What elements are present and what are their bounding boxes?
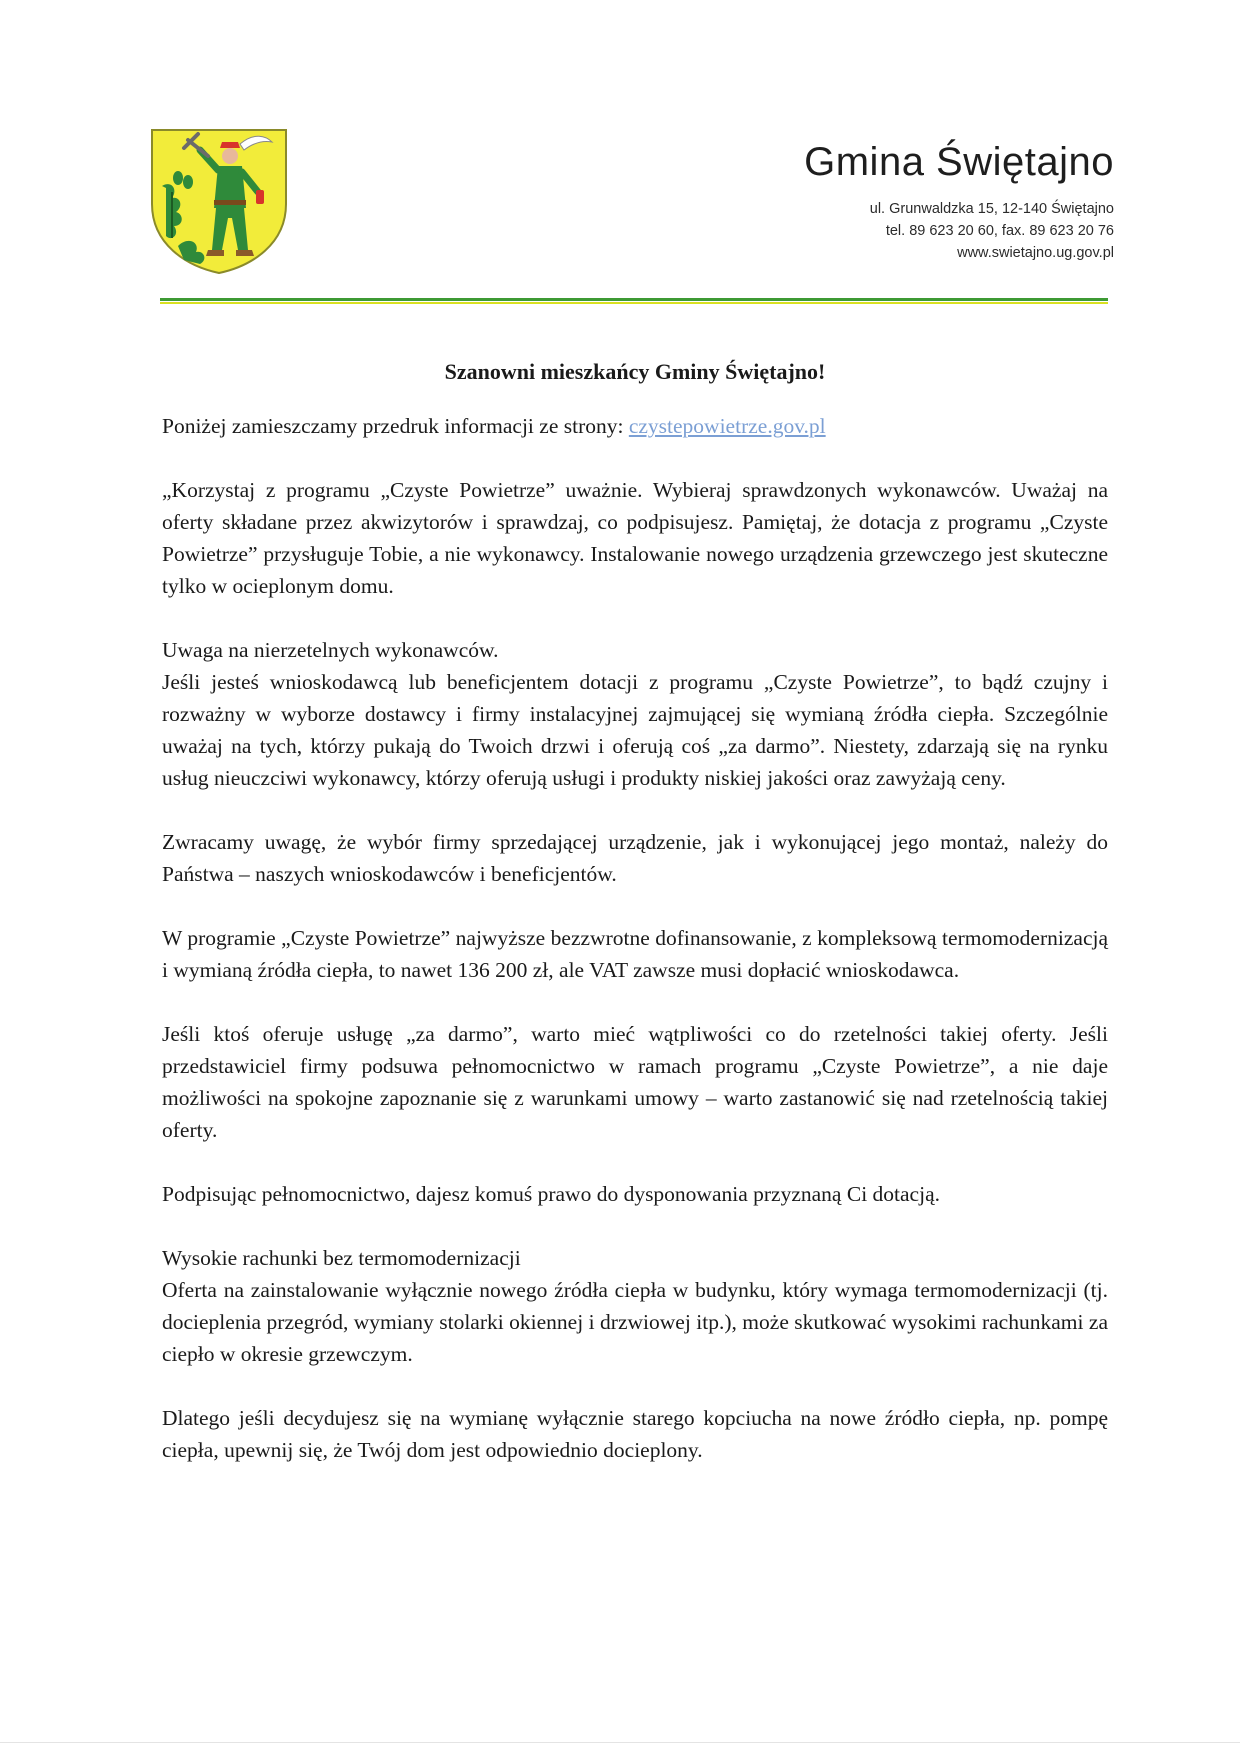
paragraph-7-heading: Wysokie rachunki bez termomodernizacji: [162, 1246, 521, 1270]
header-divider: [160, 298, 1108, 304]
paragraph-5: Jeśli ktoś oferuje usługę „za darmo”, warto mieć wątpliwości co do rzetelności takiej oferty. Jeśli przedstawiciel firmy podsuwa pełnomocnictwo w ramach programu „Czyste Powietrze”, a nie daje możliwości na spokojne zapoznanie się z warunkami umowy – warto zastanowić się nad rzetelnością takiej oferty.: [162, 1022, 1108, 1142]
letter-title: Szanowni mieszkańcy Gminy Świętajno!: [444, 359, 826, 384]
coat-of-arms-icon: [148, 126, 290, 276]
paragraph-3: Zwracamy uwagę, że wybór firmy sprzedającej urządzenie, jak i wykonującej jego montaż, należy do Państwa – naszych wnioskodawców i beneficjentów.: [162, 830, 1108, 886]
organization-name: Gmina Świętajno: [804, 140, 1114, 184]
paragraph-7: Oferta na zainstalowanie wyłącznie nowego źródła ciepła w budynku, który wymaga termomodernizacji (tj. docieplenia przegród, wymiany stolarki okiennej i drzwiowej itp.), może skutkować wysokimi rachunkami za ciepło w okresie grzewczym.: [162, 1278, 1108, 1366]
paragraph-8: Dlatego jeśli decydujesz się na wymianę wyłącznie starego kopciucha na nowe źródło ciepła, np. pompę ciepła, upewnij się, że Twój dom jest odpowiednio docieplony.: [162, 1406, 1108, 1462]
divider-yellow: [160, 302, 1108, 304]
intro-text: Poniżej zamieszczamy przedruk informacji ze strony:: [162, 414, 629, 438]
paragraph-2-heading: Uwaga na nierzetelnych wykonawców.: [162, 638, 499, 662]
paragraph-6: Podpisując pełnomocnictwo, dajesz komuś prawo do dysponowania przyznaną Ci dotacją.: [162, 1182, 940, 1206]
source-link[interactable]: czystepowietrze.gov.pl: [628, 414, 826, 438]
letter-body: [162, 356, 1108, 1498]
organization-address: ul. Grunwaldzka 15, 12-140 Świętajno: [869, 201, 1114, 217]
paragraph-4: W programie „Czyste Powietrze” najwyższe bezzwrotne dofinansowanie, z kompleksową termomodernizacją i wymianą źródła ciepła, to nawet 136 200 zł, ale VAT zawsze musi dopłacić wnioskodawca.: [162, 926, 1108, 982]
organization-phone: tel. 89 623 20 60, fax. 89 623 20 76: [885, 223, 1114, 239]
paragraph-2: Jeśli jesteś wnioskodawcą lub beneficjentem dotacji z programu „Czyste Powietrze”, to bądź czujny i rozważny w wyborze dostawcy i firmy instalacyjnej zajmującej się wymianą źródła ciepła. Szczególnie uważaj na tych, którzy pukają do Twoich drzwi i oferują coś „za darmo”. Niestety, zdarzają się na rynku usług nieuczciwi wykonawcy, którzy oferują usługi i produkty niskiej jakości oraz zawyżają ceny.: [162, 670, 1108, 790]
page-bottom-edge: [0, 1742, 1240, 1743]
divider-green: [160, 298, 1108, 301]
intro-paragraph: [162, 410, 1108, 442]
organization-header: [804, 140, 1114, 264]
organization-website: www.swietajno.ug.gov.pl: [957, 245, 1114, 261]
paragraph-1: „Korzystaj z programu „Czyste Powietrze” uważnie. Wybieraj sprawdzonych wykonawców. Uważaj na oferty składane przez akwizytorów i sprawdzaj, co podpisujesz. Pamiętaj, że dotacja z programu „Czyste Powietrze” przysługuje Tobie, a nie wykonawcy. Instalowanie nowego urządzenia grzewczego jest skuteczne tylko w ocieplonym domu.: [162, 478, 1108, 598]
